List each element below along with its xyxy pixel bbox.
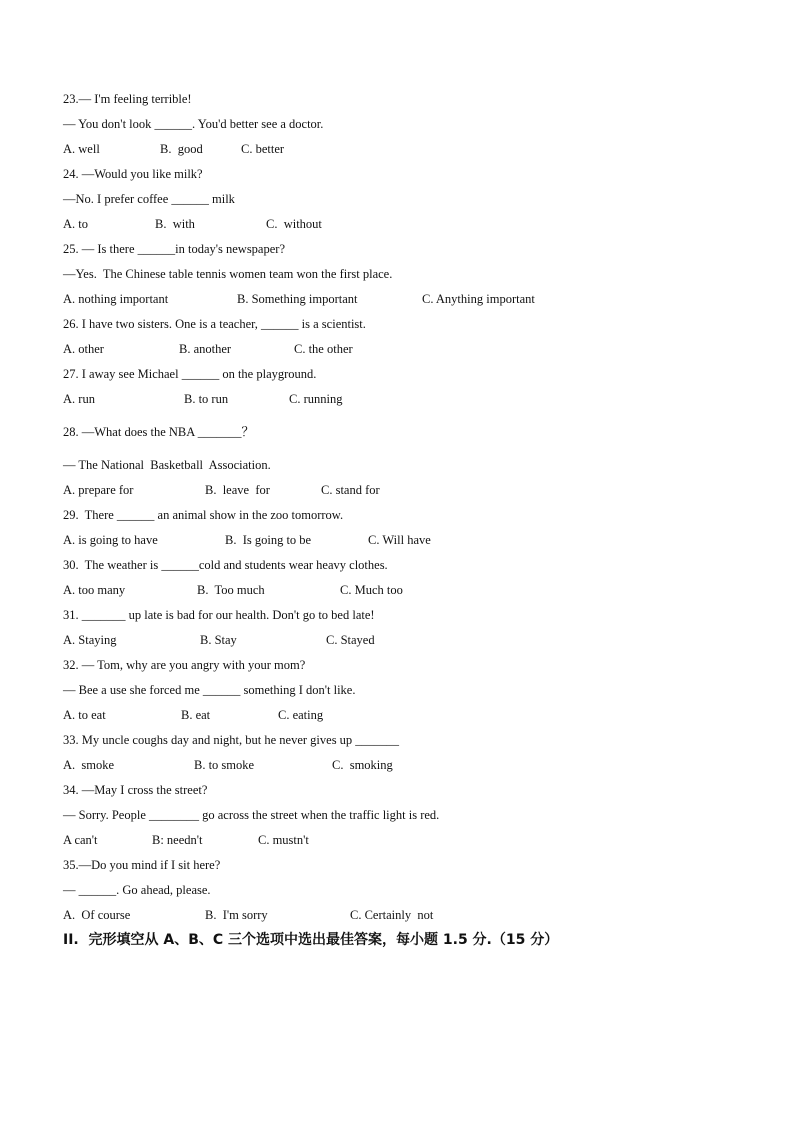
question-28-option-a: A. prepare for [63, 483, 134, 497]
question-23-option-b: B. good [160, 142, 203, 156]
question-24-option-a: A. to [63, 217, 88, 231]
question-33-stem: 33. My uncle coughs day and night, but he never gives up _______ [63, 733, 400, 747]
question-29-option-b: B. Is going to be [225, 533, 312, 547]
question-27-stem: 27. I away see Michael ______ on the playground. [63, 367, 317, 381]
question-29-stem: 29. There ______ an animal show in the zoo tomorrow. [63, 508, 344, 522]
question-32-option-c: C. eating [278, 708, 324, 722]
question-34-option-b: B: needn't [152, 833, 203, 847]
question-32-stem: 32. — Tom, why are you angry with your mom? [63, 658, 306, 672]
question-35-option-c: C. Certainly not [350, 908, 434, 922]
question-32-option-b: B. eat [181, 708, 211, 722]
question-26-option-c: C. the other [294, 342, 353, 356]
question-35-option-b: B. I'm sorry [205, 908, 268, 922]
question-25-option-a: A. nothing important [63, 292, 169, 306]
question-31-option-a: A. Staying [63, 633, 117, 647]
question-35-response: — ______. Go ahead, please. [63, 883, 211, 897]
question-24-response: —No. I prefer coffee ______ milk [63, 192, 235, 206]
question-33-option-b: B. to smoke [194, 758, 255, 772]
question-35-stem: 35.—Do you mind if I sit here? [63, 858, 221, 872]
question-25-option-c: C. Anything important [422, 292, 535, 306]
question-26-option-b: B. another [179, 342, 232, 356]
question-33-option-a: A. smoke [63, 758, 115, 772]
question-25-option-b: B. Something important [237, 292, 358, 306]
question-26-option-a: A. other [63, 342, 104, 356]
question-34-stem: 34. —May I cross the street? [63, 783, 208, 797]
question-34-option-a: A can't [63, 833, 98, 847]
question-24-option-c: C. without [266, 217, 322, 231]
section-heading: II. 完形填空从 A、B、C 三个选项中选出最佳答案，每小题 1.5 分.（15 分） [63, 932, 559, 948]
question-30-stem: 30. The weather is ______cold and students wear heavy clothes. [63, 558, 388, 572]
question-34-option-c: C. mustn't [258, 833, 309, 847]
question-35-option-a: A. Of course [63, 908, 131, 922]
question-32-response: — Bee a use she forced me ______ something I don't like. [63, 683, 356, 697]
question-28-option-c: C. stand for [321, 483, 380, 497]
question-27-option-c: C. running [289, 392, 343, 406]
question-28-option-b: B. leave for [205, 483, 270, 497]
question-34-response: — Sorry. People ________ go across the street when the traffic light is red. [63, 808, 440, 822]
question-32-option-a: A. to eat [63, 708, 106, 722]
question-23-response: — You don't look ______. You'd better see a doctor. [63, 117, 324, 131]
question-23-option-c: C. better [241, 142, 285, 156]
question-30-option-c: C. Much too [340, 583, 403, 597]
question-30-option-a: A. too many [63, 583, 126, 597]
question-31-option-b: B. Stay [200, 633, 237, 647]
question-26-stem: 26. I have two sisters. One is a teacher, ______ is a scientist. [63, 317, 366, 331]
question-24-option-b: B. with [155, 217, 195, 231]
question-25-stem: 25. — Is there ______in today's newspaper? [63, 242, 285, 256]
question-23-option-a: A. well [63, 142, 100, 156]
question-27-option-b: B. to run [184, 392, 229, 406]
question-33-option-c: C. smoking [332, 758, 393, 772]
question-29-option-a: A. is going to have [63, 533, 158, 547]
question-28-stem: 28. —What does the NBA _______？ [63, 425, 254, 439]
question-30-option-b: B. Too much [197, 583, 265, 597]
question-24-stem: 24. —Would you like milk? [63, 167, 203, 181]
question-31-option-c: C. Stayed [326, 633, 375, 647]
question-25-response: —Yes. The Chinese table tennis women team won the first place. [63, 267, 393, 281]
question-23-stem: 23.— I'm feeling terrible! [63, 92, 192, 106]
question-31-stem: 31. _______ up late is bad for our health. Don't go to bed late! [63, 608, 375, 622]
question-28-response: — The National Basketball Association. [63, 458, 271, 472]
question-29-option-c: C. Will have [368, 533, 431, 547]
question-27-option-a: A. run [63, 392, 95, 406]
